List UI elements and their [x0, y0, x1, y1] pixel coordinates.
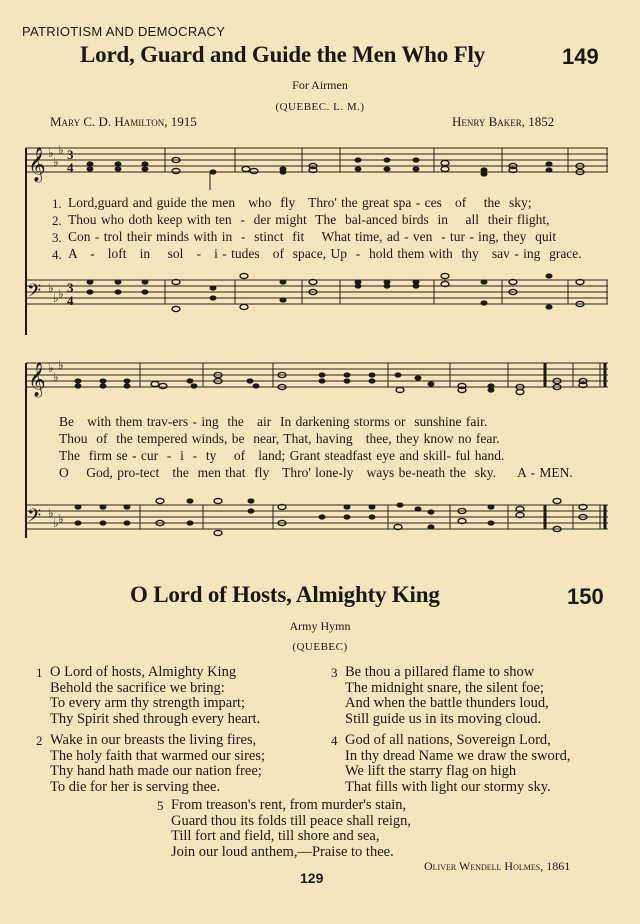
- stanza-line: Still guide us in its moving cloud.: [345, 710, 542, 727]
- stanza-line: Till fort and field, till shore and sea,: [171, 828, 380, 844]
- stanza-number: 5: [157, 798, 164, 813]
- stanza-2: [36, 732, 266, 795]
- verse-number: 4.: [52, 247, 62, 262]
- notes: [87, 157, 585, 190]
- stanza-line: Be thou a pillared flame to show: [345, 664, 535, 680]
- time-sig-bottom: 4: [67, 293, 74, 308]
- stanza-line: God of all nations, Sovereign Lord,: [345, 732, 551, 748]
- staff-lines: [26, 363, 608, 387]
- stanza-number: 1: [36, 665, 43, 680]
- stanza-line: O Lord of hosts, Almighty King: [50, 664, 237, 680]
- lyric-line: O God, pro-tect the men that fly Thro' lone-ly ways be-neath the sky. A - MEN.: [59, 465, 573, 480]
- lyric-line: Con - trol their minds with in - stinct fit What time, ad - ven - tur - ing, they quit: [68, 229, 557, 244]
- bass-clef-icon: 𝄢: [27, 505, 42, 530]
- lyric-line: The firm se - cur - i - ty of land; Grant steadfast eye and skill- ful hand.: [59, 448, 505, 463]
- flat-icon: ♭: [58, 358, 64, 372]
- flat-icon: ♭: [58, 512, 64, 526]
- stanza-line: Thy hand hath made our nation free;: [50, 763, 262, 779]
- hymn-149-number: 149: [562, 44, 599, 69]
- hymn-149-subtitle: For Airmen: [292, 78, 348, 92]
- stanza-line: Guard thou its folds till peace shall reign,: [171, 812, 412, 829]
- system-1-bass-staff: [0, 270, 640, 330]
- system-2-bass-staff: [0, 495, 640, 555]
- stanza-number: 4: [331, 733, 338, 748]
- stanza-line: Thy Spirit shed through every heart.: [50, 710, 261, 727]
- time-sig-bottom: 4: [67, 160, 74, 175]
- hymn-149-music-credit: Henry Baker, 1852: [452, 114, 555, 129]
- stanza-line: That fills with light our stormy sky.: [345, 778, 551, 795]
- flat-icon: ♭: [58, 143, 64, 157]
- notes: [87, 273, 585, 311]
- stanza-line: To every arm thy strength impart;: [50, 695, 246, 711]
- flat-icon: ♭: [48, 281, 54, 295]
- stanza-line: The holy faith that warmed our sires;: [50, 747, 266, 764]
- hymn-150-number: 150: [567, 584, 604, 609]
- flat-icon: ♭: [48, 146, 54, 160]
- hymn-149-words-credit: Mary C. D. Hamilton, 1915: [50, 114, 197, 129]
- flat-icon: ♭: [48, 361, 54, 375]
- flat-icon: ♭: [58, 287, 64, 301]
- bass-clef-icon: 𝄢: [27, 280, 42, 305]
- stanza-line: Wake in our breasts the living fires,: [50, 732, 257, 748]
- time-sig-top: 3: [67, 280, 74, 295]
- stanza-line: In thy dread Name we draw the sword,: [345, 747, 571, 764]
- section-header: PATRIOTISM AND DEMOCRACY: [22, 24, 226, 39]
- lyric-line: Thou who doth keep with ten - der might The bal-anced birds in all their flight,: [68, 212, 550, 227]
- stanza-1: [36, 664, 261, 727]
- stanza-number: 2: [36, 733, 43, 748]
- lyric-line: Lord,guard and guide the men who fly Thro' the great spa - ces of the sky;: [68, 195, 532, 210]
- hymn-150-subtitle: Army Hymn: [289, 619, 351, 633]
- stanza-line: And when the battle thunders loud,: [345, 695, 549, 711]
- stanza-line: Join our loud anthem,—Praise to thee.: [171, 843, 394, 860]
- stanza-3: [331, 664, 549, 727]
- stanza-line: To die for her is serving thee.: [50, 778, 221, 795]
- system-1-treble-staff: [0, 140, 640, 200]
- verse-number: 2.: [52, 213, 62, 228]
- time-sig-top: 3: [67, 147, 74, 162]
- flat-icon: ♭: [53, 155, 59, 169]
- hymn-150-author: Oliver Wendell Holmes, 1861: [424, 859, 571, 873]
- flat-icon: ♭: [53, 370, 59, 384]
- stanza-line: From treason's rent, from murder's stain,: [171, 797, 407, 813]
- treble-clef-icon: 𝄞: [28, 147, 46, 182]
- hymn-150-tune: (QUEBEC): [292, 641, 348, 653]
- lyric-line: Be with them trav-ers - ing the air In darkening storms or sunshine fair.: [59, 414, 488, 429]
- hymn-150-title: O Lord of Hosts, Almighty King: [130, 582, 440, 607]
- hymn-149-tune: (QUEBEC. L. M.): [275, 101, 365, 113]
- flat-icon: ♭: [53, 291, 59, 305]
- lyric-line: Thou of the tempered winds, be near, That, having thee, they know no fear.: [59, 431, 500, 446]
- treble-clef-icon: 𝄞: [28, 362, 46, 397]
- notes: [75, 372, 588, 394]
- stanza-4: [331, 732, 571, 795]
- lyric-line: A - loft in sol - i - tudes of space, Up - hold them with thy sav - ing grace.: [68, 246, 582, 261]
- stanza-5: [157, 797, 412, 860]
- page-number: 129: [300, 870, 324, 886]
- stanza-line: Behold the sacrifice we bring:: [50, 679, 225, 696]
- hymn-149-title: Lord, Guard and Guide the Men Who Fly: [80, 42, 485, 67]
- flat-icon: ♭: [53, 516, 59, 530]
- flat-icon: ♭: [48, 506, 54, 520]
- stanza-number: 3: [331, 665, 338, 680]
- system-2-treble-staff: [0, 355, 640, 415]
- verse-number: 3.: [52, 230, 62, 245]
- stanza-line: We lift the starry flag on high: [345, 763, 517, 779]
- stanza-line: The midnight snare, the silent foe;: [345, 679, 544, 696]
- verse-number: 1.: [52, 196, 62, 211]
